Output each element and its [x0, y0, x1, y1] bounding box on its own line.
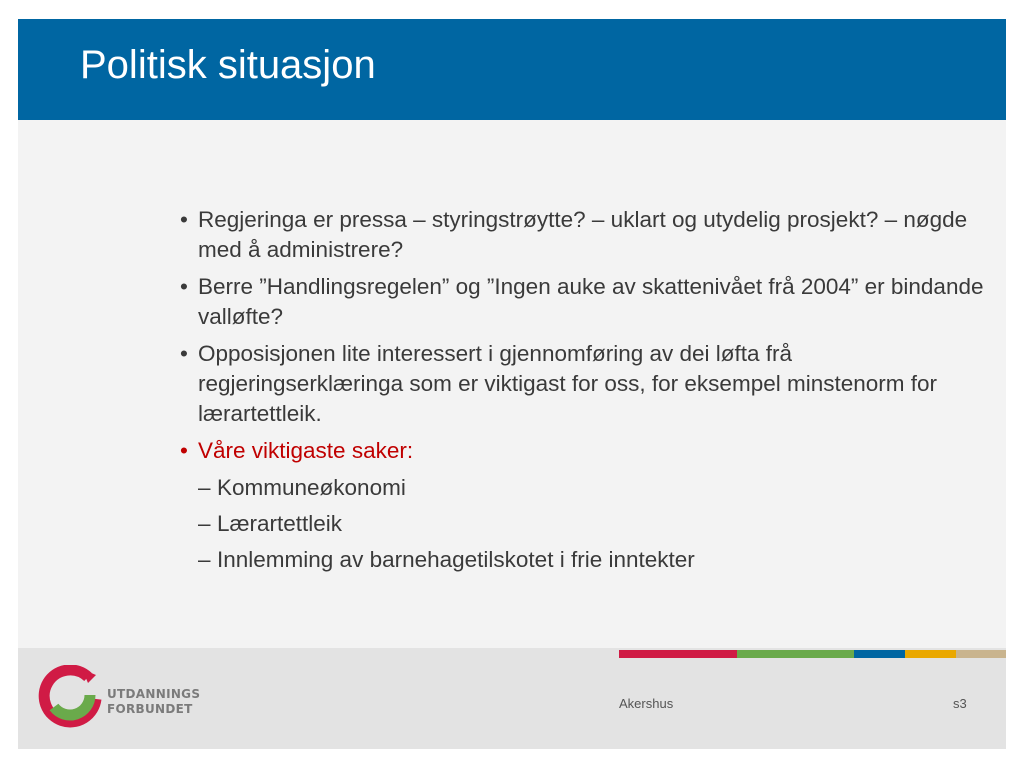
bullet-item-highlight: [180, 436, 1000, 466]
bullet-text: Opposisjonen lite interessert i gjennomføring av dei løfta frå regjeringserklæringa som er viktigast for oss, for eksempel minstenorm for lærartettleik.: [198, 341, 938, 426]
slide-content: [180, 205, 1000, 581]
bullet-marker: •: [180, 341, 188, 366]
sub-text: Kommuneøkonomi: [217, 475, 406, 500]
logo-wordmark: [107, 687, 200, 717]
slide: [18, 19, 1006, 749]
logo-green-arc: [54, 695, 90, 715]
color-strip-blue: [854, 650, 905, 658]
footer-location: Akershus: [619, 696, 674, 711]
bullet-item: [180, 205, 1000, 265]
bullet-text: Berre ”Handlingsregelen” og ”Ingen auke av skattenivået frå 2004” er bindande valløfte?: [198, 274, 984, 329]
sub-item: [180, 509, 1000, 539]
color-strip-red: [619, 650, 737, 658]
logo-line-1: UTDANNINGS: [107, 687, 201, 701]
bullet-marker: •: [180, 274, 188, 299]
bullet-text: Regjeringa er pressa – styringstrøytte? – uklart og utydelig prosjekt? – nøgde med å administrere?: [198, 207, 968, 262]
bullet-text: Våre viktigaste saker:: [198, 438, 414, 463]
bullet-marker: •: [180, 207, 188, 232]
sub-marker: –: [198, 475, 211, 500]
color-strip-tan: [956, 650, 1006, 658]
title-bar: [18, 19, 1006, 120]
logo-line-2: FORBUNDET: [107, 702, 193, 716]
bullet-item: [180, 339, 1000, 429]
sub-marker: –: [198, 511, 211, 536]
sub-marker: –: [198, 547, 211, 572]
sub-text: Innlemming av barnehagetilskotet i frie inntekter: [217, 547, 695, 572]
sub-item: [180, 545, 1000, 575]
color-strip-yellow: [905, 650, 956, 658]
bullet-marker: •: [180, 438, 188, 463]
page-number: s3: [953, 696, 967, 711]
bullet-item: [180, 272, 1000, 332]
slide-title: Politisk situasjon: [80, 43, 376, 87]
color-strip-green: [737, 650, 854, 658]
sub-item: [180, 473, 1000, 503]
utdanningsforbundet-logo-icon: [38, 665, 102, 729]
sub-text: Lærartettleik: [217, 511, 343, 536]
